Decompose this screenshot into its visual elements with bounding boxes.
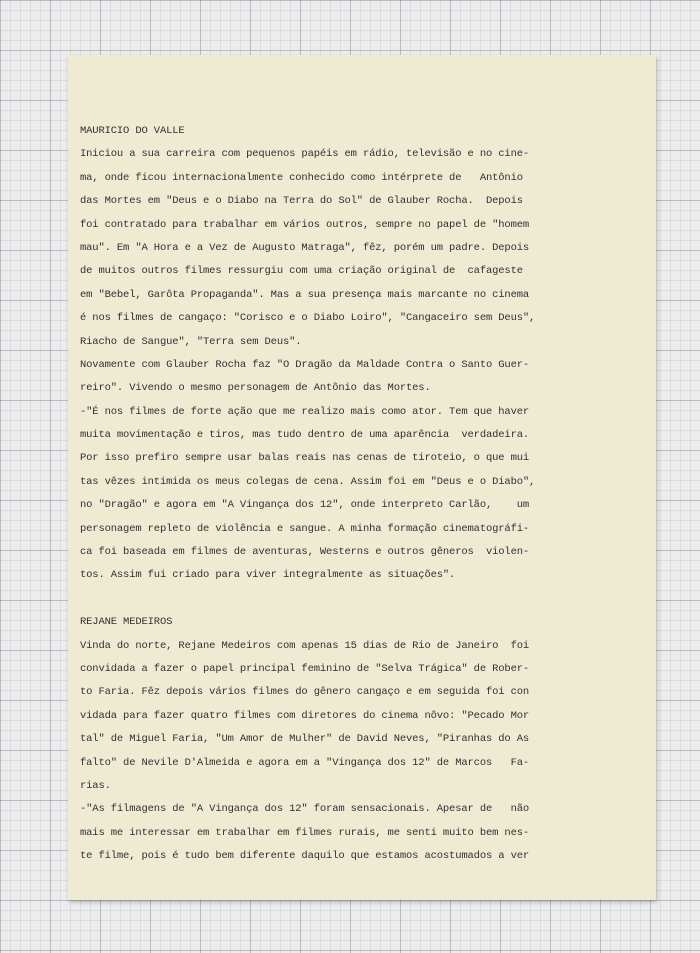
section-heading: REJANE MEDEIROS — [80, 616, 173, 629]
text-line: de muitos outros filmes ressurgiu com uma criação original de cafageste — [80, 265, 523, 278]
text-line: -"É nos filmes de forte ação que me realizo mais como ator. Tem que haver — [80, 405, 530, 418]
text-line: rias. — [80, 779, 111, 792]
text-line: falto" de Nevile D'Almeida e agora em a "Vingança dos 12" de Marcos Fa- — [80, 756, 530, 769]
text-line: -"As filmagens de "A Vingança dos 12" foram sensacionais. Apesar de não — [80, 803, 530, 816]
text-line: em "Bebel, Garôta Propaganda". Mas a sua presença mais marcante no cinema — [80, 288, 530, 301]
text-line: vidada para fazer quatro filmes com diretores do cinema nôvo: "Pecado Mor — [80, 709, 530, 722]
text-line: tas vêzes intimida os meus colegas de cena. Assim foi em "Deus e o Diabo", — [80, 475, 536, 488]
text-line: das Mortes em "Deus e o Diabo na Terra do Sol" de Glauber Rocha. Depois — [80, 195, 523, 208]
text-line: foi contratado para trabalhar em vários outros, sempre no papel de "homem — [80, 218, 530, 231]
text-line: to Faria. Fêz depois vários filmes do gênero cangaço e em seguida foi con — [80, 686, 530, 699]
text-line: mais me interessar em trabalhar em filmes rurais, me senti muito bem nes- — [80, 826, 530, 839]
text-line: Novamente com Glauber Rocha faz "O Dragão da Maldade Contra o Santo Guer- — [80, 358, 530, 371]
text-line: é nos filmes de cangaço: "Corisco e o Diabo Loiro", "Cangaceiro sem Deus", — [80, 312, 536, 325]
text-line: Por isso prefiro sempre usar balas reais nas cenas de tiroteio, o que mui — [80, 452, 530, 465]
document-body — [80, 120, 605, 869]
text-line: tos. Assim fui criado para viver integralmente as situações". — [80, 569, 456, 582]
text-line: mau". Em "A Hora e a Vez de Augusto Matraga", fêz, porém um padre. Depois — [80, 241, 530, 254]
text-line: reiro". Vivendo o mesmo personagem de Antônio das Mortes. — [80, 382, 431, 395]
text-line: Vinda do norte, Rejane Medeiros com apenas 15 dias de Rio de Janeiro foi — [80, 639, 530, 652]
text-line: convidada a fazer o papel principal feminino de "Selva Trágica" de Rober- — [80, 662, 530, 675]
text-line: no "Dragão" e agora em "A Vingança dos 12", onde interpreto Carlão, um — [80, 499, 530, 512]
text-line: Iniciou a sua carreira com pequenos papéis em rádio, televisão e no cine- — [80, 148, 530, 161]
text-line: tal" de Miguel Faria, "Um Amor de Mulher" de David Neves, "Piranhas do As — [80, 733, 530, 746]
blank-line — [80, 588, 605, 611]
text-line: te filme, pois é tudo bem diferente daquilo que estamos acostumados a ver — [80, 850, 530, 863]
text-line: personagem repleto de violência e sangue. A minha formação cinematográfi- — [80, 522, 530, 535]
text-line: muita movimentação e tiros, mas tudo dentro de uma aparência verdadeira. — [80, 429, 530, 442]
text-line: ca foi baseada em filmes de aventuras, Westerns e outros gêneros violen- — [80, 546, 530, 559]
text-line: ma, onde ficou internacionalmente conhecido como intérprete de Antônio — [80, 171, 523, 184]
section-heading: MAURICIO DO VALLE — [80, 125, 185, 137]
text-line: Riacho de Sangue", "Terra sem Deus". — [80, 335, 302, 348]
